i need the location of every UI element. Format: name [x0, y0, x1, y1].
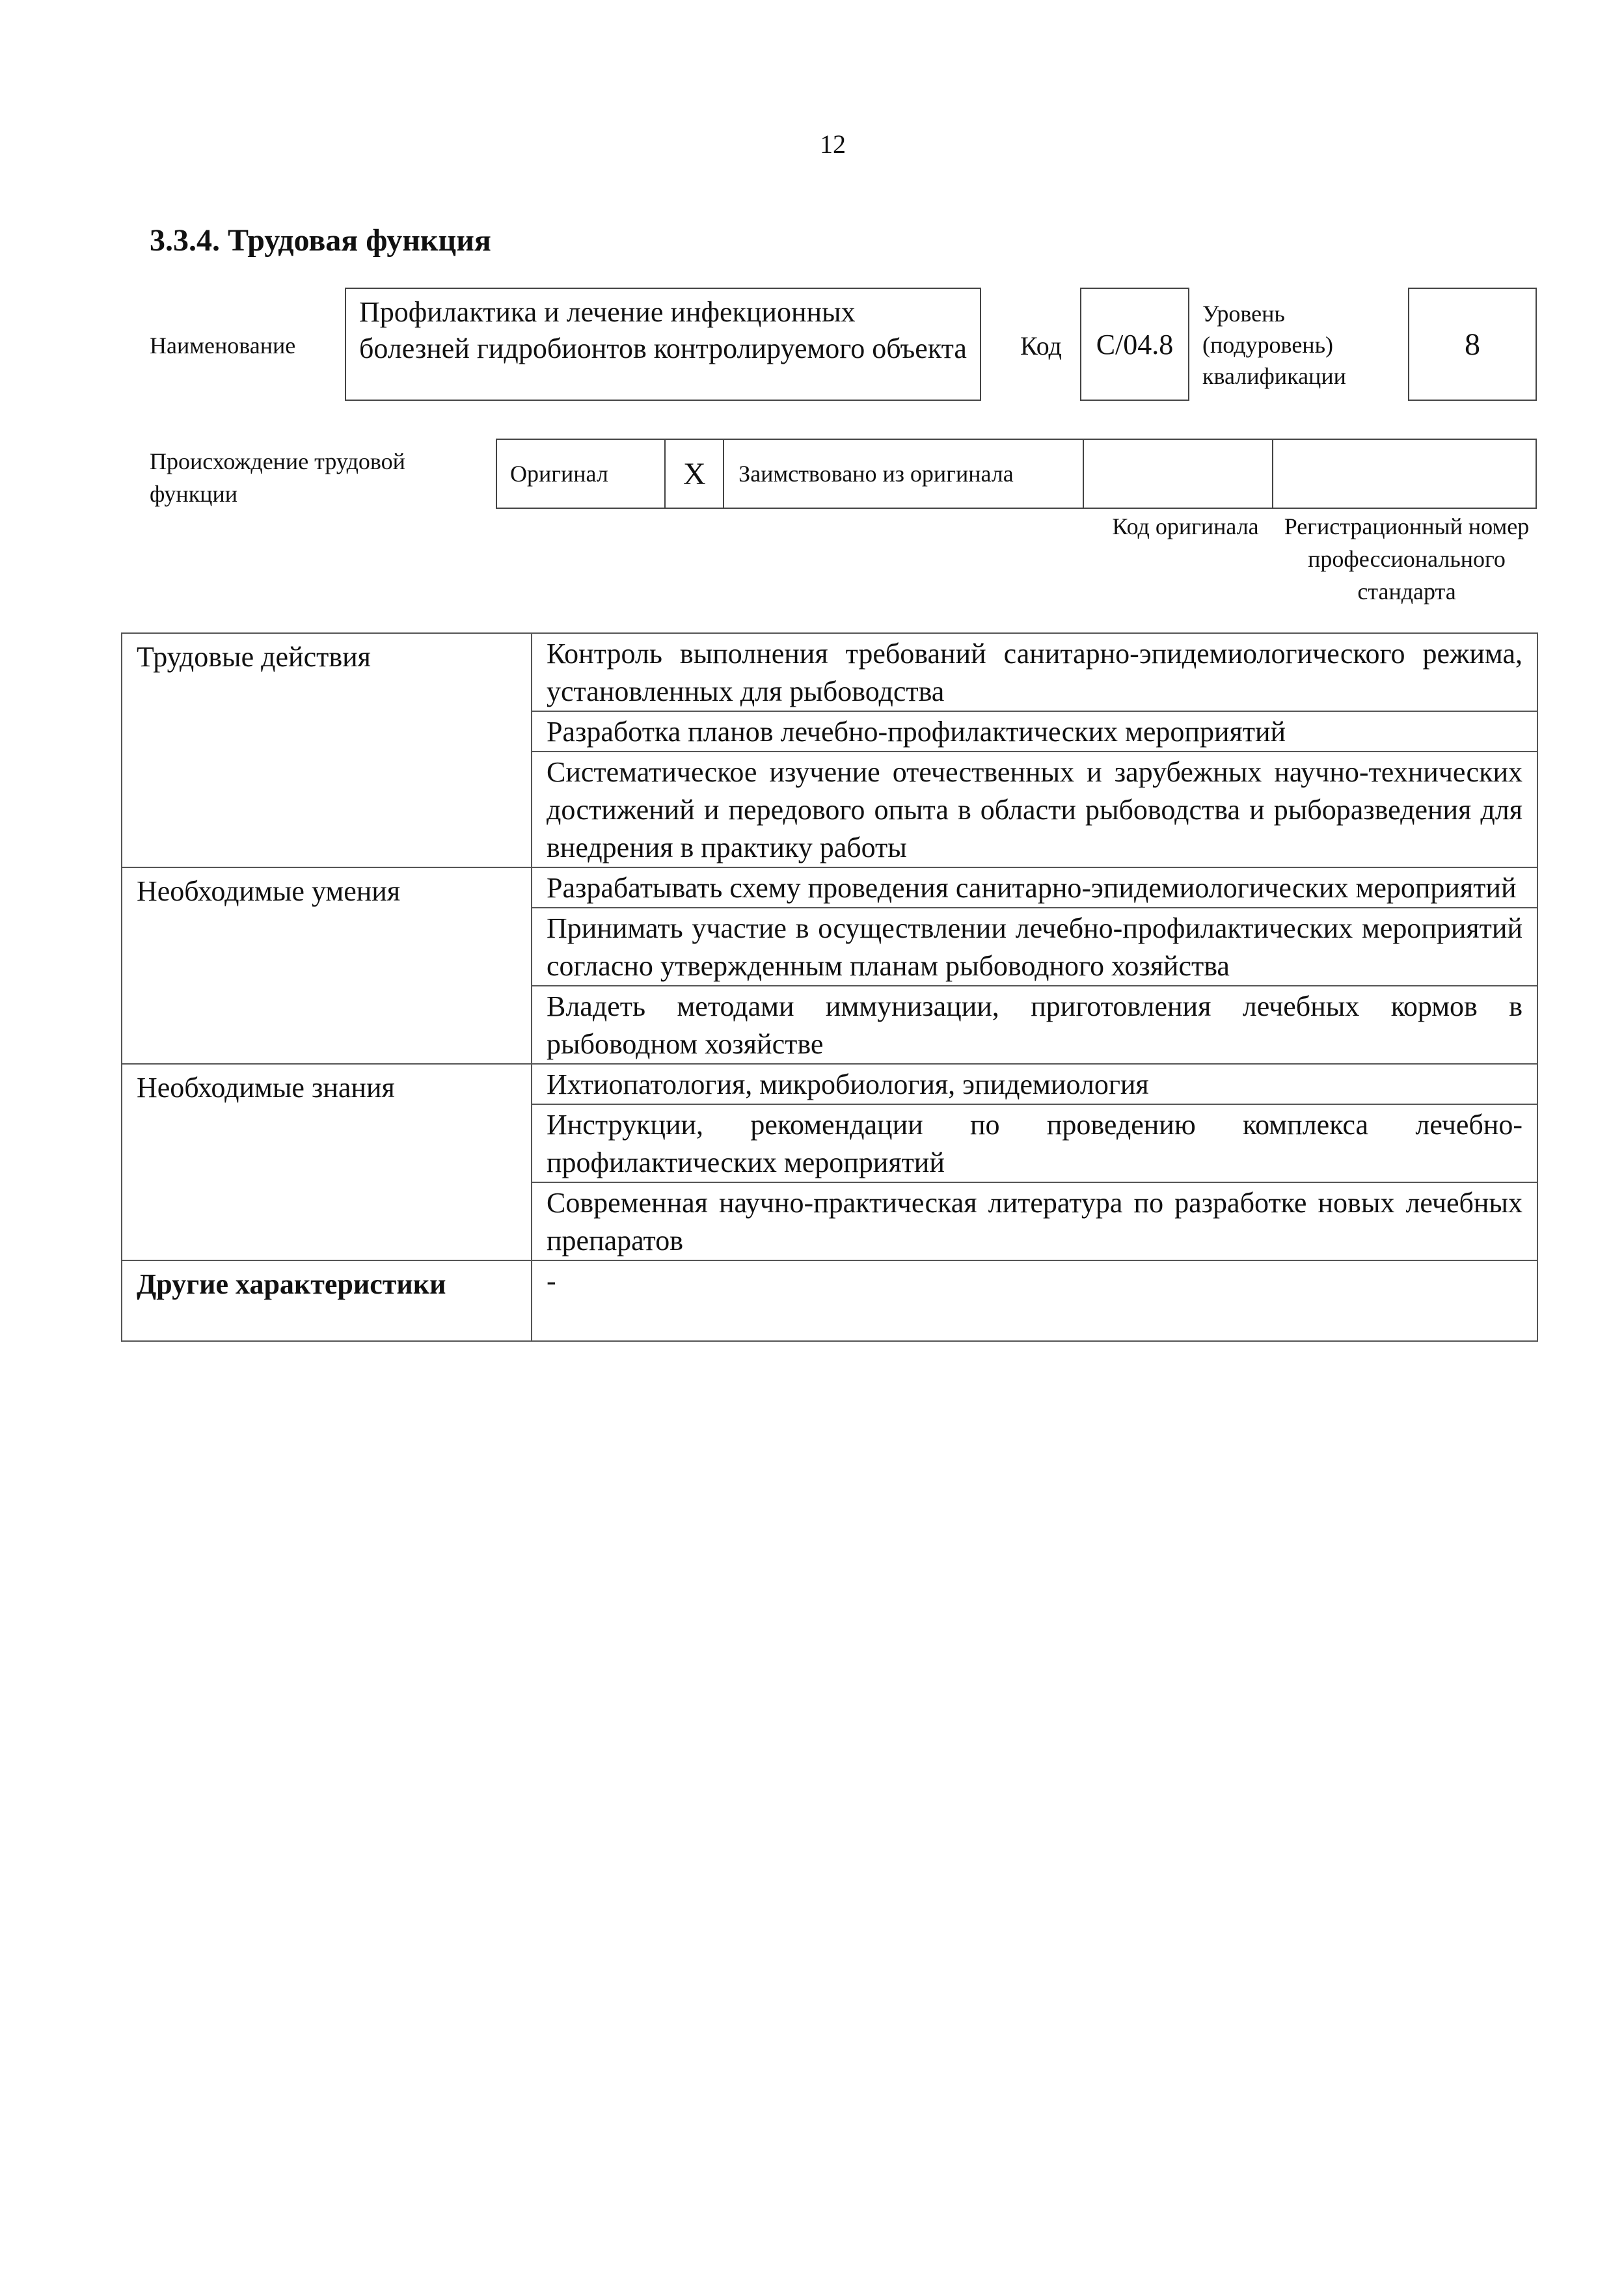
table-cell: Контроль выполнения требований санитарно-эпидемиологического режима, установленных для рыбоводства — [532, 633, 1537, 711]
table-cell: Систематическое изучение отечественных и зарубежных научно-технических достижений и передового опыта в области рыбоводства и рыборазведения для внедрения в практику работы — [532, 752, 1537, 867]
function-table — [121, 632, 1538, 1342]
name-label: Наименование — [150, 333, 296, 359]
reg-number-caption: Регистрационный номер профессионального стандарта — [1284, 513, 1530, 604]
origin-reg-cell — [1273, 440, 1536, 508]
table-cell: Владеть методами иммунизации, приготовления лечебных кормов в рыбоводном хозяйстве — [532, 986, 1537, 1064]
origin-borrowed-label: Заимствовано из оригинала — [738, 461, 1014, 487]
table-cell: Современная научно-практическая литература по разработке новых лечебных препаратов — [532, 1182, 1537, 1260]
origin-original-mark-cell — [666, 440, 724, 508]
level-label: Уровень (подуровень) квалификации — [1202, 301, 1346, 389]
name-value: Профилактика и лечение инфекционных болезней гидробионтов контролируемого объекта — [359, 296, 967, 364]
code-label: Код — [1020, 331, 1062, 360]
section-title: 3.3.4. Трудовая функция — [150, 223, 491, 258]
level-value: 8 — [1465, 327, 1480, 362]
table-cell: - — [532, 1260, 1537, 1341]
origin-original-cell — [497, 440, 666, 508]
name-value-box — [345, 288, 981, 401]
section-title-cell: Необходимые умения — [122, 867, 532, 1064]
origin-code-cell — [1084, 440, 1273, 508]
code-value-box — [1080, 288, 1189, 401]
code-original-caption: Код оригинала — [1112, 513, 1259, 539]
section-title-cell: Другие характеристики — [122, 1260, 532, 1341]
origin-borrowed-cell — [724, 440, 1084, 508]
table-row — [122, 867, 1537, 908]
table-row — [122, 1064, 1537, 1104]
origin-label: Происхождение трудовой функции — [150, 448, 405, 507]
page-number: 12 — [820, 129, 846, 159]
origin-row — [496, 439, 1537, 509]
table-cell: Инструкции, рекомендации по проведению комплекса лечебно-профилактических мероприятий — [532, 1104, 1537, 1182]
code-value: C/04.8 — [1096, 328, 1174, 360]
level-value-box — [1408, 288, 1537, 401]
section-title-cell: Трудовые действия — [122, 633, 532, 867]
table-cell: Принимать участие в осуществлении лечебно-профилактических мероприятий согласно утвержденным планам рыбоводного хозяйства — [532, 908, 1537, 986]
origin-original-label: Оригинал — [510, 461, 608, 487]
table-cell: Разрабатывать схему проведения санитарно-эпидемиологических мероприятий — [532, 867, 1537, 908]
section-title-cell: Необходимые знания — [122, 1064, 532, 1260]
table-cell: Ихтиопатология, микробиология, эпидемиология — [532, 1064, 1537, 1104]
origin-original-mark: X — [683, 456, 706, 491]
table-row — [122, 1260, 1537, 1341]
table-cell: Разработка планов лечебно-профилактических мероприятий — [532, 711, 1537, 752]
table-row — [122, 633, 1537, 711]
